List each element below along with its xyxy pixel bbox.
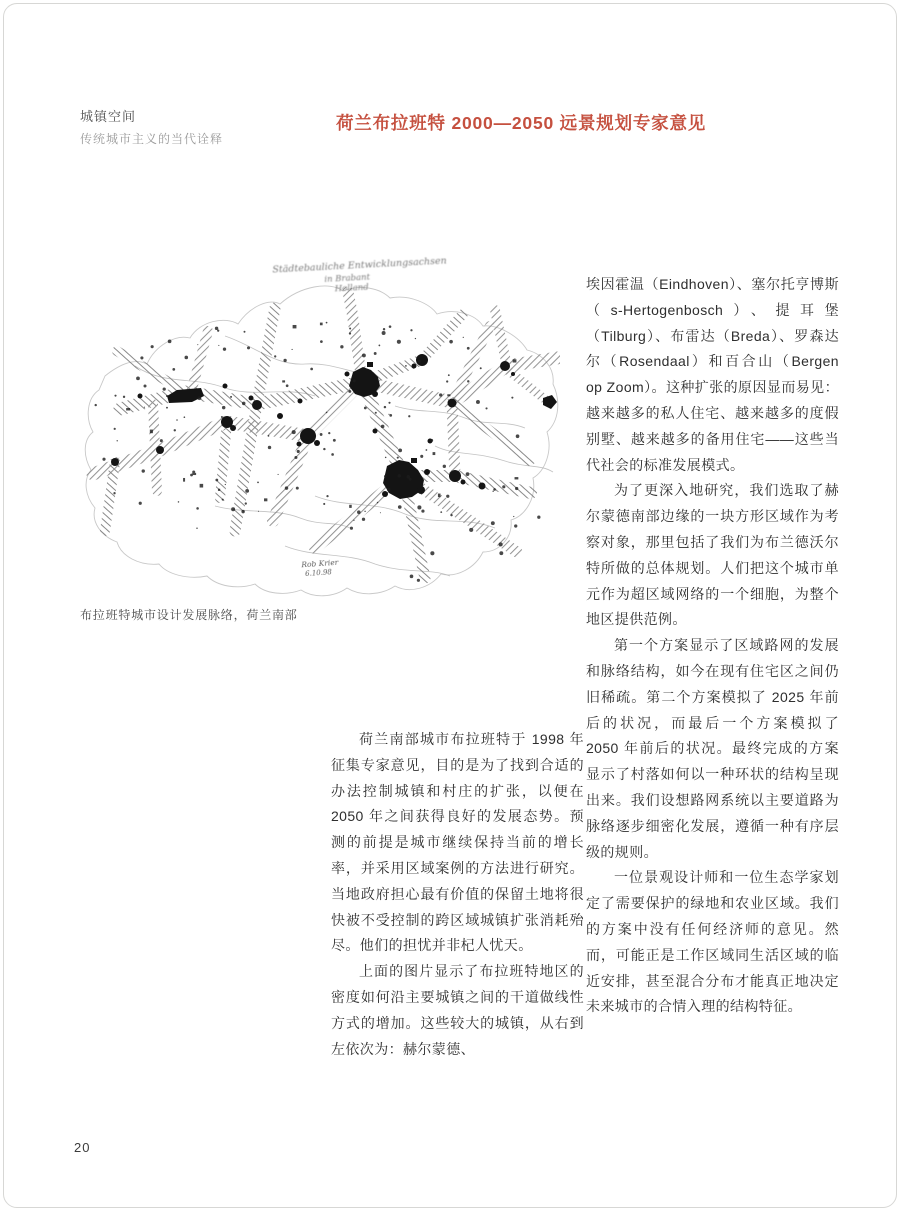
figure-map-sketch [75, 246, 560, 604]
body-paragraph: 上面的图片显示了布拉班特地区的密度如何沿主要城镇之间的干道做线性方式的增加。这些较大的城镇，从右到左依次为：赫尔蒙德、 [331, 963, 584, 1057]
handwritten-title-line2: in Brabant [324, 272, 371, 285]
body-paragraph: 埃因霍温（Eindhoven）、塞尔托亨博斯（s-Hertogenbosch）、提耳堡（Tilburg）、布雷达（Breda）、罗森达尔（Rosendaal）和百合山（Bergen op Zoom）。这种扩张的原因显而易见：越来越多的私人住宅、越来越多的度假别墅、越来越多的备用住宅——这些当代社会的标准发展模式。 [586, 276, 839, 473]
text-column-right [586, 272, 839, 1020]
running-head [80, 106, 223, 150]
page-number: 20 [74, 1140, 91, 1155]
artist-signature: Rob Krier [301, 557, 339, 570]
book-title: 城镇空间 [80, 109, 137, 124]
artist-signature-date: 6.10.98 [304, 568, 333, 579]
development-corridors [93, 292, 557, 578]
chapter-title: 荷兰布拉班特 2000—2050 远景规划专家意见 [336, 113, 707, 133]
map-sketch [75, 246, 560, 604]
book-subtitle: 传统城市主义的当代诠释 [80, 132, 224, 146]
body-paragraph: 为了更深入地研究，我们选取了赫尔蒙德南部边缘的一块方形区域作为考察对象，那里包括了我们为布兰德沃尔特所做的总体规划。人们把这个城市单元作为超区域网络的一个细胞，为整个地区提供范例。 [586, 482, 839, 628]
handwritten-title-line3: Holland [334, 282, 369, 295]
handwritten-title-line1: Städtebauliche Entwicklungsachsen [272, 255, 448, 276]
figure-caption: 布拉班特城市设计发展脉络，荷兰南部 [80, 608, 298, 622]
body-paragraph: 荷兰南部城市布拉班特于 1998 年征集专家意见，目的是为了找到合适的办法控制城镇和村庄的扩张，以便在 2050 年之间获得良好的发展态势。预测的前提是城市继续保持当前的增长率，并采用区域案例的方法进行研究。当地政府担心最有价值的保留土地将很快被不受控制的跨区域城镇扩张消耗殆尽。他们的担忧并非杞人忧天。 [331, 731, 584, 954]
text-column-left [331, 727, 584, 1062]
body-paragraph: 第一个方案显示了区域路网的发展和脉络结构，如今在现有住宅区之间仍旧稀疏。第二个方案模拟了 2025 年前后的状况，而最后一个方案模拟了 2050 年前后的状况。最终完成的方案显示了村落如何以一种环状的结构呈现出来。我们设想路网系统以主要道路为脉络逐步细密化发展，遵循一种有序层级的规则。 [586, 637, 839, 860]
body-paragraph: 一位景观设计师和一位生态学家划定了需要保护的绿地和农业区域。我们的方案中没有任何经济师的意见。然而，可能正是工作区域同生活区域的临近安排，甚至混合分布才能真正地决定未来城市的合情入理的结构特征。 [586, 869, 839, 1015]
